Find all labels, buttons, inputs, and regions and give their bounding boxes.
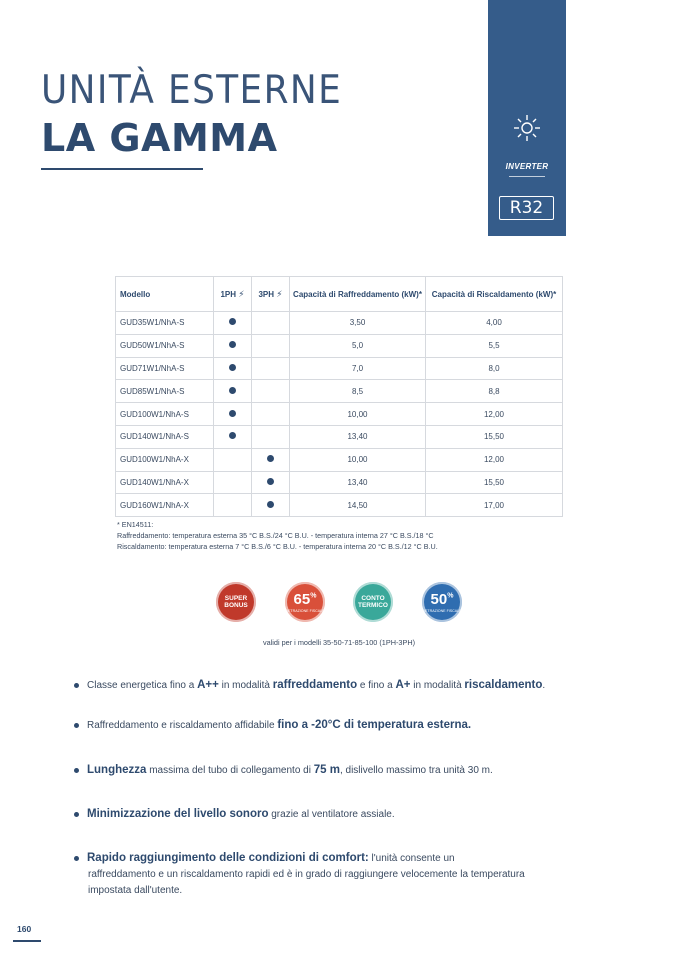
phase-dot xyxy=(229,387,236,394)
badge-65-percent: % xyxy=(310,592,317,600)
cell-model: GUD160W1/NhA-X xyxy=(116,494,214,517)
table-row xyxy=(116,471,563,494)
cell-heating: 8,8 xyxy=(426,380,563,403)
badge-50-value: 50 xyxy=(430,591,448,608)
feature-text: . xyxy=(542,680,546,691)
detrazione-50-badge xyxy=(422,582,462,622)
cell-3ph xyxy=(252,403,290,426)
header-heating: Capacità di Riscaldamento (kW)* xyxy=(426,277,563,312)
cell-3ph xyxy=(252,334,290,357)
list-item xyxy=(74,717,634,734)
title-underline xyxy=(41,168,203,170)
feature-bold: raffreddamento xyxy=(272,679,358,691)
feature-bold: riscaldamento xyxy=(464,679,543,691)
page-number: 160 xyxy=(17,924,32,934)
cell-3ph xyxy=(252,357,290,380)
cell-model: GUD35W1/NhA-S xyxy=(116,312,214,335)
cell-3ph xyxy=(252,471,290,494)
feature-text: e fino a xyxy=(357,680,396,691)
bullet-dot xyxy=(74,723,79,728)
cell-cooling: 10,00 xyxy=(290,403,426,426)
phase-dot xyxy=(229,410,236,417)
feature-bold: Rapido raggiungimento delle condizioni di comfort: xyxy=(87,852,369,864)
phase-dot xyxy=(229,432,236,439)
cell-heating: 4,00 xyxy=(426,312,563,335)
cell-3ph xyxy=(252,494,290,517)
cell-1ph xyxy=(214,494,252,517)
footnote-heating: Riscaldamento: temperatura esterna 7 °C B.S./6 °C B.U. - temperatura interna 20 °C B.S./12 °C B.U. xyxy=(117,542,438,551)
phase-dot xyxy=(229,341,236,348)
badge-65-value: 65 xyxy=(293,591,311,608)
cell-1ph xyxy=(214,380,252,403)
table-row xyxy=(116,448,563,471)
cell-cooling: 13,40 xyxy=(290,425,426,448)
lightning-icon: ⚡ xyxy=(276,288,283,299)
cell-1ph xyxy=(214,471,252,494)
page-title-line2: LA GAMMA xyxy=(41,116,278,160)
cell-3ph xyxy=(252,425,290,448)
feature-text: Classe energetica fino a xyxy=(87,680,198,691)
bullet-dot xyxy=(74,812,79,817)
footnote-title: * EN14511: xyxy=(117,520,154,529)
cell-3ph xyxy=(252,312,290,335)
cell-cooling: 8,5 xyxy=(290,380,426,403)
badge-50-caption: DETRAZIONE FISCALE xyxy=(422,609,462,613)
feature-text: massima del tubo di collegamento di xyxy=(146,765,314,776)
header-3ph-label: 3PH xyxy=(258,289,274,299)
cell-cooling: 7,0 xyxy=(290,357,426,380)
cell-model: GUD140W1/NhA-X xyxy=(116,471,214,494)
footnote-cooling: Raffreddamento: temperatura esterna 35 °C B.S./24 °C B.U. - temperatura interna 27 °C B.S./18 °C xyxy=(117,531,434,540)
phase-dot xyxy=(229,318,236,325)
conto-termico-badge: CONTO TERMICO xyxy=(353,582,393,622)
feature-text: l'unità consente un xyxy=(368,853,455,864)
cell-cooling: 5,0 xyxy=(290,334,426,357)
cell-cooling: 14,50 xyxy=(290,494,426,517)
cell-1ph xyxy=(214,448,252,471)
bullet-dot xyxy=(74,856,79,861)
feature-bold: Minimizzazione del livello sonoro xyxy=(87,808,269,820)
inverter-underline xyxy=(509,176,545,177)
feature-text-continued: raffreddamento e un riscaldamento rapidi ed è in grado di raggiungere velocemente la temperatura xyxy=(88,869,525,880)
cell-heating: 5,5 xyxy=(426,334,563,357)
cell-1ph xyxy=(214,312,252,335)
feature-bold: Lunghezza xyxy=(87,764,147,776)
phase-dot xyxy=(267,478,274,485)
detrazione-65-badge xyxy=(285,582,325,622)
cell-heating: 8,0 xyxy=(426,357,563,380)
r32-badge: R32 xyxy=(499,196,554,220)
cell-heating: 12,00 xyxy=(426,403,563,426)
cell-3ph xyxy=(252,380,290,403)
feature-text: in modalità xyxy=(218,680,273,691)
inverter-label: INVERTER xyxy=(505,162,549,171)
list-item xyxy=(74,677,634,694)
header-cooling: Capacità di Raffreddamento (kW)* xyxy=(290,277,426,312)
cell-heating: 15,50 xyxy=(426,471,563,494)
super-bonus-badge: SUPER BONUS xyxy=(216,582,256,622)
badge-50-percent: % xyxy=(447,592,454,600)
feature-bold: A++ xyxy=(197,679,219,691)
table-header-row xyxy=(116,277,563,312)
list-item xyxy=(74,850,634,899)
phase-dot xyxy=(267,455,274,462)
table-row xyxy=(116,425,563,448)
lightning-icon: ⚡ xyxy=(238,288,245,299)
cell-3ph xyxy=(252,448,290,471)
inverter-icon xyxy=(505,156,549,182)
cell-cooling: 10,00 xyxy=(290,448,426,471)
feature-bold: fino a -20°C di temperatura esterna. xyxy=(277,719,472,731)
page-number-rule xyxy=(13,940,41,942)
feature-text-continued: impostata dall'utente. xyxy=(88,885,183,896)
cell-model: GUD50W1/NhA-S xyxy=(116,334,214,357)
header-1ph xyxy=(214,277,252,312)
validity-note: validi per i modelli 35-50-71-85-100 (1PH-3PH) xyxy=(262,638,416,647)
table-row xyxy=(116,334,563,357)
cell-1ph xyxy=(214,334,252,357)
table-row xyxy=(116,403,563,426)
cell-heating: 12,00 xyxy=(426,448,563,471)
cell-model: GUD71W1/NhA-S xyxy=(116,357,214,380)
cell-model: GUD100W1/NhA-X xyxy=(116,448,214,471)
table-row xyxy=(116,494,563,517)
cell-1ph xyxy=(214,357,252,380)
cell-1ph xyxy=(214,403,252,426)
cell-cooling: 3,50 xyxy=(290,312,426,335)
feature-bold: A+ xyxy=(395,679,411,691)
table-row xyxy=(116,312,563,335)
header-1ph-label: 1PH xyxy=(220,289,236,299)
cell-model: GUD140W1/NhA-S xyxy=(116,425,214,448)
header-3ph xyxy=(252,277,290,312)
list-item xyxy=(74,762,634,779)
heat-cool-icon xyxy=(512,113,542,143)
feature-text: grazie al ventilatore assiale. xyxy=(268,809,395,820)
list-item xyxy=(74,806,634,823)
feature-text: Raffreddamento e riscaldamento affidabile xyxy=(87,720,278,731)
table-row xyxy=(116,380,563,403)
spec-table xyxy=(115,276,563,517)
cell-model: GUD85W1/NhA-S xyxy=(116,380,214,403)
bullet-dot xyxy=(74,683,79,688)
cell-cooling: 13,40 xyxy=(290,471,426,494)
cell-heating: 15,50 xyxy=(426,425,563,448)
cell-heating: 17,00 xyxy=(426,494,563,517)
cell-1ph xyxy=(214,425,252,448)
cell-model: GUD100W1/NhA-S xyxy=(116,403,214,426)
page-title-line1: UNITÀ ESTERNE xyxy=(41,68,343,113)
feature-bold: 75 m xyxy=(313,764,340,776)
phase-dot xyxy=(267,501,274,508)
table-row xyxy=(116,357,563,380)
badge-65-caption: DETRAZIONE FISCALE xyxy=(285,609,325,613)
feature-text: , dislivello massimo tra unità 30 m. xyxy=(339,765,493,776)
feature-text: in modalità xyxy=(410,680,465,691)
phase-dot xyxy=(229,364,236,371)
bullet-dot xyxy=(74,768,79,773)
header-model: Modello xyxy=(116,277,214,312)
